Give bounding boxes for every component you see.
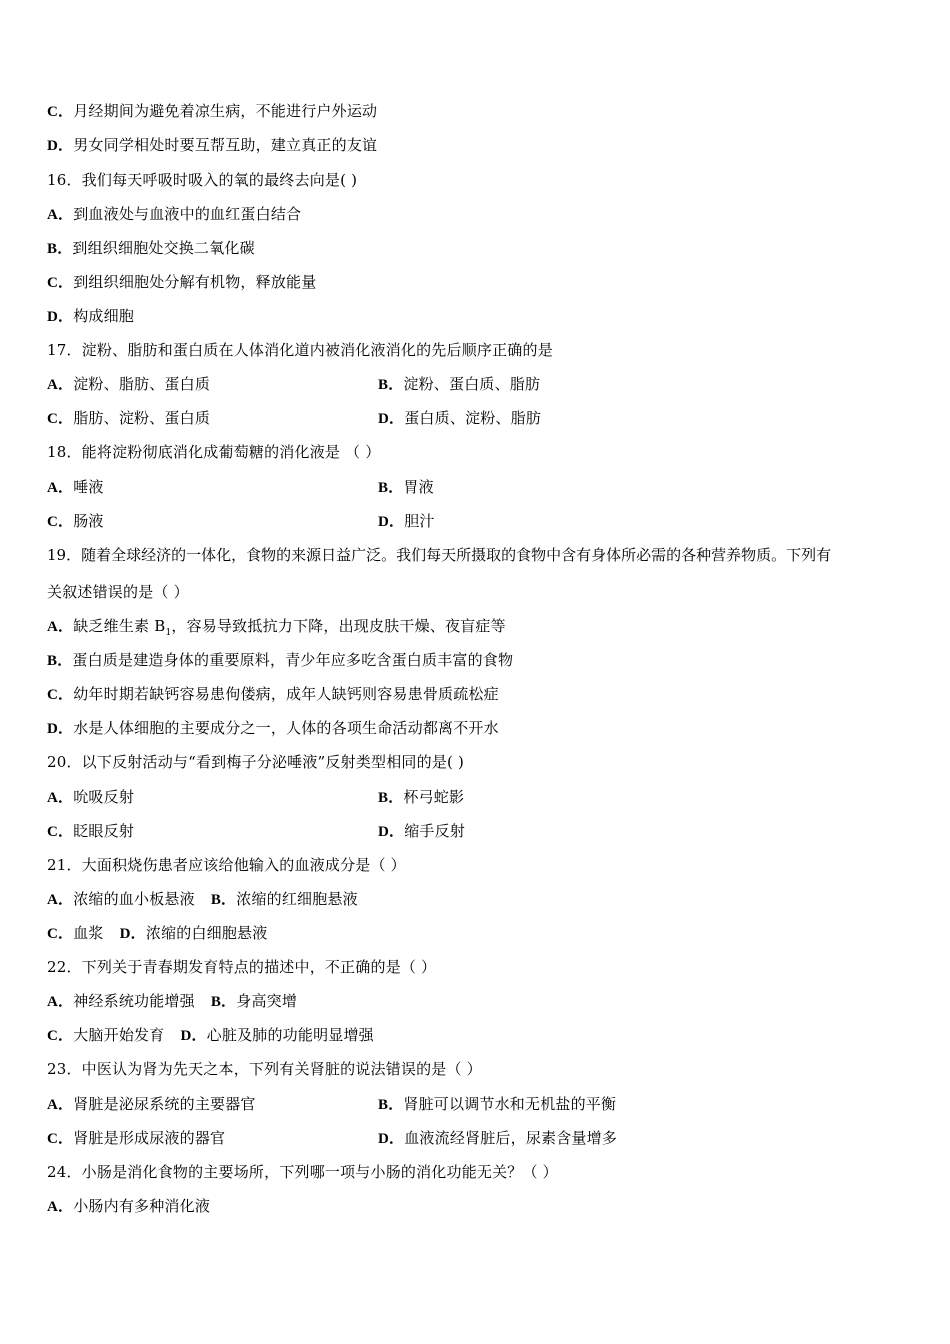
- option-label: D．: [378, 824, 405, 840]
- q19-stem-line1: 19．随着全球经济的一体化，食物的来源日益广泛。我们每天所摄取的食物中含有身体所必需的各种营养物质。下列有: [47, 546, 832, 564]
- option-label: C．: [47, 1028, 74, 1044]
- q16-option-c: [47, 272, 316, 293]
- q20-option-a: [47, 787, 134, 808]
- q16-option-d: [47, 306, 134, 327]
- q17-option-b: [378, 374, 540, 395]
- option-label: A．: [47, 207, 74, 223]
- q20-option-b: [378, 787, 464, 808]
- q21-stem: 21．大面积烧伤患者应该给他输入的血液成分是（ ）: [47, 856, 406, 874]
- subscript: 1: [165, 628, 172, 638]
- q18-stem: 18．能将淀粉彻底消化成葡萄糖的消化液是 （ ）: [47, 443, 381, 461]
- option-text: 水是人体细胞的主要成分之一，人体的各项生命活动都离不开水: [73, 719, 499, 737]
- q20-option-c: [47, 821, 134, 842]
- option-label: B．: [210, 892, 237, 908]
- option-text: 神经系统功能增强: [73, 992, 195, 1010]
- option-text: 吮吸反射: [73, 788, 135, 806]
- q19-stem-line2: 关叙述错误的是（ ）: [47, 583, 189, 601]
- option-text: 心脏及肺的功能明显增强: [206, 1026, 374, 1044]
- q23-option-a: [47, 1094, 256, 1115]
- option-label: D．: [47, 309, 74, 325]
- option-label: D．: [180, 1028, 207, 1044]
- q18-option-d: [378, 511, 435, 532]
- option-label: D．: [47, 138, 74, 154]
- option-label: B．: [378, 790, 404, 806]
- q19-option-b: [47, 650, 513, 671]
- option-label: C．: [47, 275, 74, 291]
- option-label: C．: [47, 824, 74, 840]
- option-label: D．: [47, 721, 74, 737]
- q24-stem: 24．小肠是消化食物的主要场所，下列哪一项与小肠的消化功能无关？（ ）: [47, 1163, 558, 1181]
- option-label: A．: [47, 994, 74, 1010]
- option-label: A．: [47, 1199, 74, 1215]
- option-label: C．: [47, 687, 74, 703]
- option-label: A．: [47, 619, 74, 635]
- q21-options-ab: [47, 889, 358, 910]
- option-label: B．: [378, 1097, 404, 1113]
- option-label: B．: [47, 653, 73, 669]
- q19-option-d: [47, 718, 499, 739]
- option-label: D．: [119, 926, 146, 942]
- option-text: 到血液处与血液中的血红蛋白结合: [73, 205, 302, 223]
- option-label: D．: [378, 1131, 405, 1147]
- option-label: B．: [378, 377, 404, 393]
- option-text: 肾脏是形成尿液的器官: [73, 1129, 226, 1147]
- option-text: 到组织细胞处分解有机物，释放能量: [73, 273, 317, 291]
- q24-option-a: [47, 1196, 210, 1217]
- option-label: D．: [378, 411, 405, 427]
- q21-options-cd: [47, 923, 267, 944]
- option-text: 蛋白质、淀粉、脂肪: [404, 409, 542, 427]
- option-text: 构成细胞: [73, 307, 135, 325]
- option-text: 缺乏维生素 B: [73, 617, 166, 635]
- option-label: B．: [378, 480, 404, 496]
- q18-option-c: [47, 511, 104, 532]
- q22-options-cd: [47, 1025, 374, 1046]
- q23-option-b: [378, 1094, 616, 1115]
- option-text: 胆汁: [404, 512, 435, 530]
- option-text: 眨眼反射: [73, 822, 135, 840]
- option-label: A．: [47, 377, 74, 393]
- option-text: 肠液: [73, 512, 104, 530]
- option-text: 缩手反射: [404, 822, 466, 840]
- q18-option-b: [378, 477, 434, 498]
- option-label: C．: [47, 1131, 74, 1147]
- option-text: 到组织细胞处交换二氧化碳: [72, 239, 255, 257]
- option-text: 小肠内有多种消化液: [73, 1197, 211, 1215]
- option-text: 浓缩的红细胞悬液: [236, 890, 358, 908]
- q15-option-d: [47, 135, 377, 156]
- option-text: 胃液: [403, 478, 434, 496]
- q23-option-c: [47, 1128, 225, 1149]
- q20-stem: 20．以下反射活动与“看到梅子分泌唾液”反射类型相同的是( ): [47, 753, 465, 771]
- option-text: 幼年时期若缺钙容易患佝偻病，成年人缺钙则容易患骨质疏松症: [73, 685, 499, 703]
- q22-options-ab: [47, 991, 297, 1012]
- option-text: 大脑开始发育: [73, 1026, 165, 1044]
- q16-option-a: [47, 204, 301, 225]
- option-text: 血浆: [73, 924, 104, 942]
- option-text: 身高突增: [236, 992, 298, 1010]
- option-text: 杯弓蛇影: [403, 788, 465, 806]
- q20-option-d: [378, 821, 465, 842]
- option-label: D．: [378, 514, 405, 530]
- option-label: A．: [47, 480, 74, 496]
- q19-option-a: [47, 616, 506, 643]
- q18-option-a: [47, 477, 104, 498]
- option-label: C．: [47, 926, 74, 942]
- q17-option-d: [378, 408, 541, 429]
- option-text: 淀粉、脂肪、蛋白质: [73, 375, 211, 393]
- q15-option-c: [47, 101, 377, 122]
- q23-stem: 23．中医认为肾为先天之本，下列有关肾脏的说法错误的是（ ）: [47, 1060, 482, 1078]
- option-label: C．: [47, 514, 74, 530]
- option-text: 男女同学相处时要互帮互助，建立真正的友谊: [73, 136, 378, 154]
- option-text: 蛋白质是建造身体的重要原料，青少年应多吃含蛋白质丰富的食物: [72, 651, 514, 669]
- option-label: A．: [47, 1097, 74, 1113]
- option-label: A．: [47, 892, 74, 908]
- option-label: A．: [47, 790, 74, 806]
- option-text: 浓缩的血小板悬液: [73, 890, 195, 908]
- q22-stem: 22．下列关于青春期发育特点的描述中，不正确的是（ ）: [47, 958, 437, 976]
- q17-stem: 17．淀粉、脂肪和蛋白质在人体消化道内被消化液消化的先后顺序正确的是: [47, 341, 553, 359]
- q16-option-b: [47, 238, 255, 259]
- q17-option-a: [47, 374, 210, 395]
- option-text: 月经期间为避免着凉生病，不能进行户外运动: [73, 102, 378, 120]
- option-text: 脂肪、淀粉、蛋白质: [73, 409, 211, 427]
- option-label: C．: [47, 104, 74, 120]
- option-text: 血液流经肾脏后，尿素含量增多: [404, 1129, 618, 1147]
- option-text: 淀粉、蛋白质、脂肪: [403, 375, 541, 393]
- q17-option-c: [47, 408, 210, 429]
- option-text: 肾脏可以调节水和无机盐的平衡: [403, 1095, 617, 1113]
- q19-option-c: [47, 684, 499, 705]
- q16-stem: 16．我们每天呼吸时吸入的氧的最终去向是( ): [47, 171, 358, 189]
- option-text-cont: ，容易导致抵抗力下降，出现皮肤干燥、夜盲症等: [171, 617, 506, 635]
- option-text: 肾脏是泌尿系统的主要器官: [73, 1095, 256, 1113]
- option-label: B．: [47, 241, 73, 257]
- option-text: 浓缩的白细胞悬液: [145, 924, 268, 942]
- option-label: B．: [210, 994, 237, 1010]
- option-label: C．: [47, 411, 74, 427]
- q23-option-d: [378, 1128, 617, 1149]
- option-text: 唾液: [73, 478, 104, 496]
